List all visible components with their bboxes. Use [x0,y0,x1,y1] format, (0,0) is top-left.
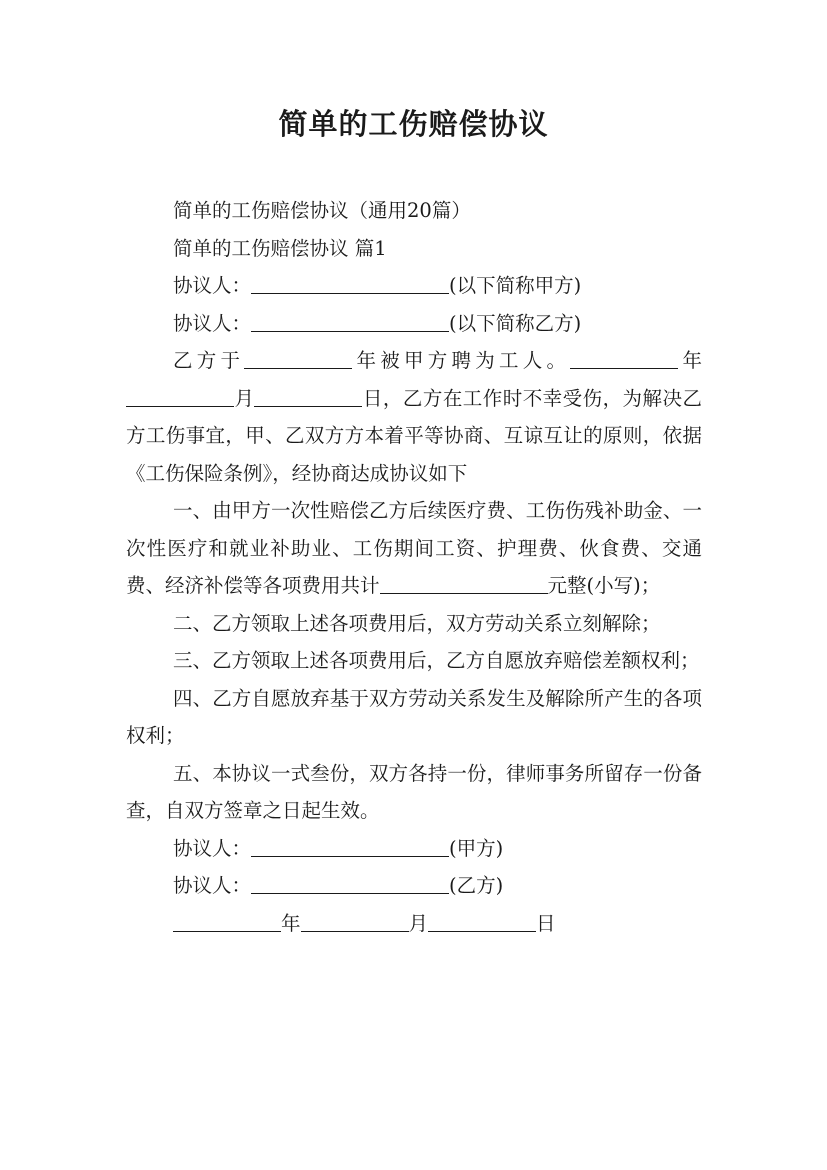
clause-5: 五、本协议一式叁份，双方各持一份，律师事务所留存一份备查，自双方签章之日起生效。 [126,761,702,822]
amount-blank [380,571,548,594]
sign-b-suffix: (乙方) [449,874,504,897]
section-heading: 简单的工伤赔偿协议 篇1 [173,236,387,260]
sign-b-blank [251,871,449,894]
date-month-blank [301,909,409,932]
clause-1-end: 元整(小写)； [547,574,661,597]
document-title: 简单的工伤赔偿协议 [278,107,549,141]
subtitle: 简单的工伤赔偿协议（通用20篇） [173,199,471,222]
date-year-blank [173,909,281,932]
date-day-blank [428,909,536,932]
party-b-blank [251,309,449,332]
intro-text-1: 乙方于 [173,349,245,372]
injury-day-blank [254,384,362,407]
sign-a-suffix: (甲方) [449,836,504,860]
sign-b-line [126,867,702,905]
sign-a-line [126,830,702,868]
date-year-label: 年 [281,911,301,935]
intro-text-3: 年 [678,349,702,372]
clause-2: 二、乙方领取上述各项费用后，双方劳动关系立刻解除； [173,611,661,635]
party-a-blank [251,271,449,294]
date-month-label: 月 [408,911,429,935]
sign-b-prefix: 协议人： [173,874,252,897]
date-line [126,905,702,943]
party-a-line [126,267,702,305]
party-a-suffix: (以下简称甲方) [449,274,582,297]
intro-text-2: 年被甲方聘为工人。 [352,349,571,372]
sign-a-blank [251,834,449,857]
injury-month-blank [126,384,234,407]
sign-a-prefix: 协议人： [173,836,252,860]
intro-text-4: 月 [234,386,255,410]
party-a-prefix: 协议人： [173,274,252,297]
intro-paragraph [126,342,702,492]
document-body [126,192,702,942]
party-b-prefix: 协议人： [173,311,252,335]
clause-3: 三、乙方领取上述各项费用后，乙方自愿放弃赔偿差额权利； [173,649,700,672]
party-b-suffix: (以下简称乙方) [449,311,582,335]
clause-4: 四、乙方自愿放弃基于双方劳动关系发生及解除所产生的各项权利； [126,686,702,747]
clause-1-text: 一、由甲方一次性赔偿乙方后续医疗费、工伤伤残补助金、一次性医疗和就业补助业、工伤期间工资、护理费、伙食费、交通费、经济补偿等各项费用共计 [126,499,702,597]
date-day-label: 日 [536,911,556,935]
hire-year-blank [244,346,352,369]
intro-text-5: 日，乙方在工作时不幸受伤，为解决乙方工伤事宜，甲、乙双方方本着平等协商、互谅互让的原则，依据《工伤保险条例》，经协商达成协议如下 [126,386,702,485]
clause-1 [126,492,702,605]
injury-year-blank [570,346,678,369]
party-b-line [126,305,702,343]
